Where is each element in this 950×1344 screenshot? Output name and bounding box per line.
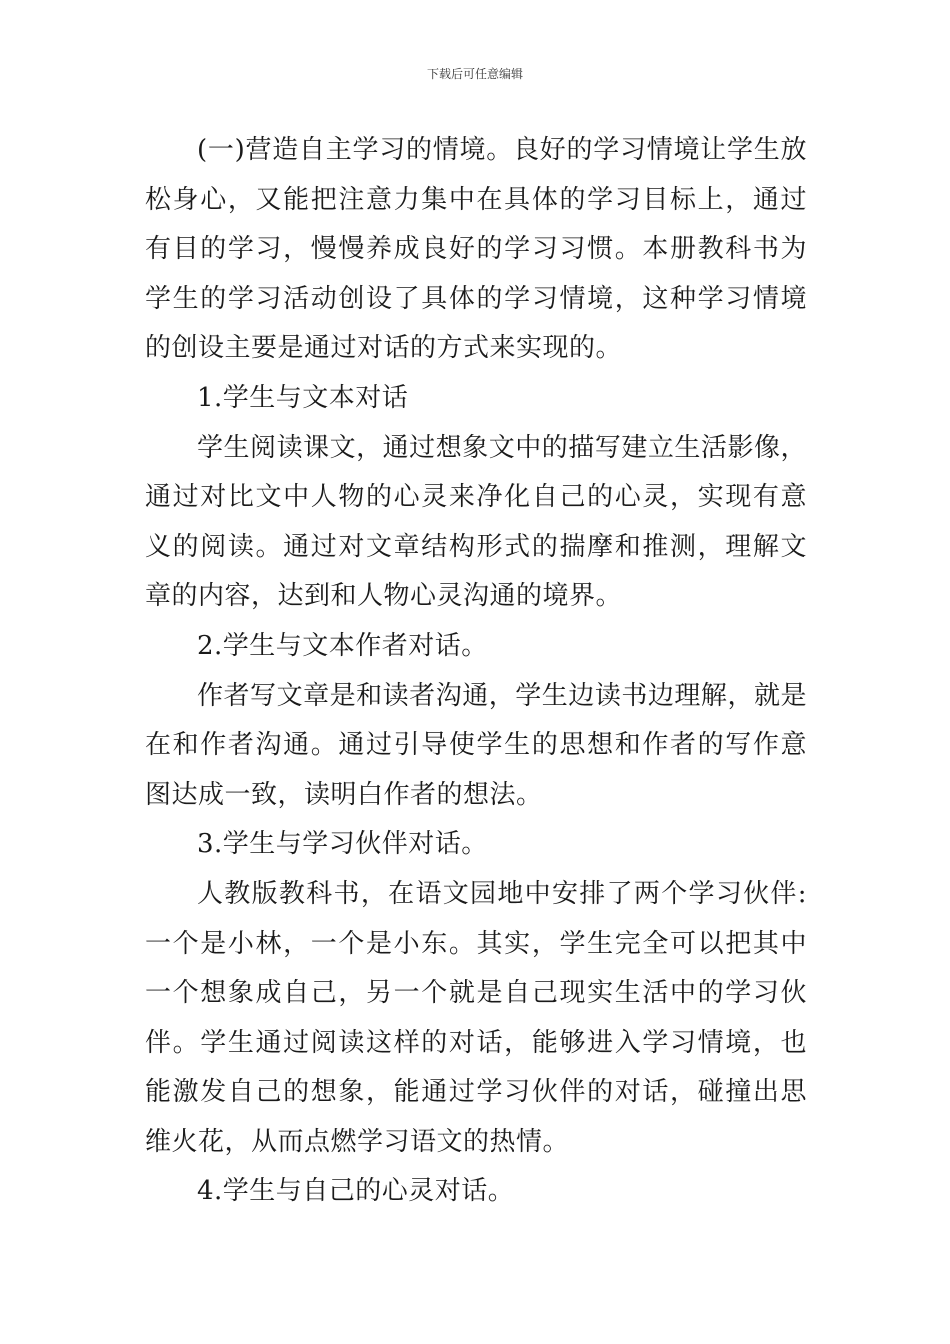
paragraph-partner-dialogue: 人教版教科书，在语文园地中安排了两个学习伙伴:一个是小林，一个是小东。其实，学生完全可以把其中一个想象成自己，另一个就是自己现实生活中的学习伙伴。学生通过阅读这样的对话，能够进入学习情境，也能激发自己的想象，能通过学习伙伴的对话，碰撞出思维火花，从而点燃学习语文的热情。 [145, 878, 807, 1157]
section-heading-3: 3.学生与学习伙伴对话。 [197, 829, 488, 860]
section-heading-1: 1.学生与文本对话 [197, 382, 409, 413]
section-heading-4: 4.学生与自己的心灵对话。 [197, 1176, 515, 1207]
paragraph-intro: (一)营造自主学习的情境。良好的学习情境让学生放松身心，又能把注意力集中在具体的学习目标上，通过有目的学习，慢慢养成良好的学习习惯。本册教科书为学生的学习活动创设了具体的学习情境，这种学习情境的创设主要是通过对话的方式来实现的。 [145, 135, 807, 364]
section-heading-2: 2.学生与文本作者对话。 [197, 630, 488, 661]
document-body [145, 126, 807, 1217]
paragraph-author-dialogue: 作者写文章是和读者沟通，学生边读书边理解，就是在和作者沟通。通过引导使学生的思想和作者的写作意图达成一致，读明白作者的想法。 [145, 680, 807, 810]
paragraph-text-dialogue: 学生阅读课文，通过想象文中的描写建立生活影像，通过对比文中人物的心灵来净化自己的心灵，实现有意义的阅读。通过对文章结构形式的揣摩和推测，理解文章的内容，达到和人物心灵沟通的境界。 [145, 432, 807, 612]
page-header: 下载后可任意编辑 [426, 67, 523, 81]
